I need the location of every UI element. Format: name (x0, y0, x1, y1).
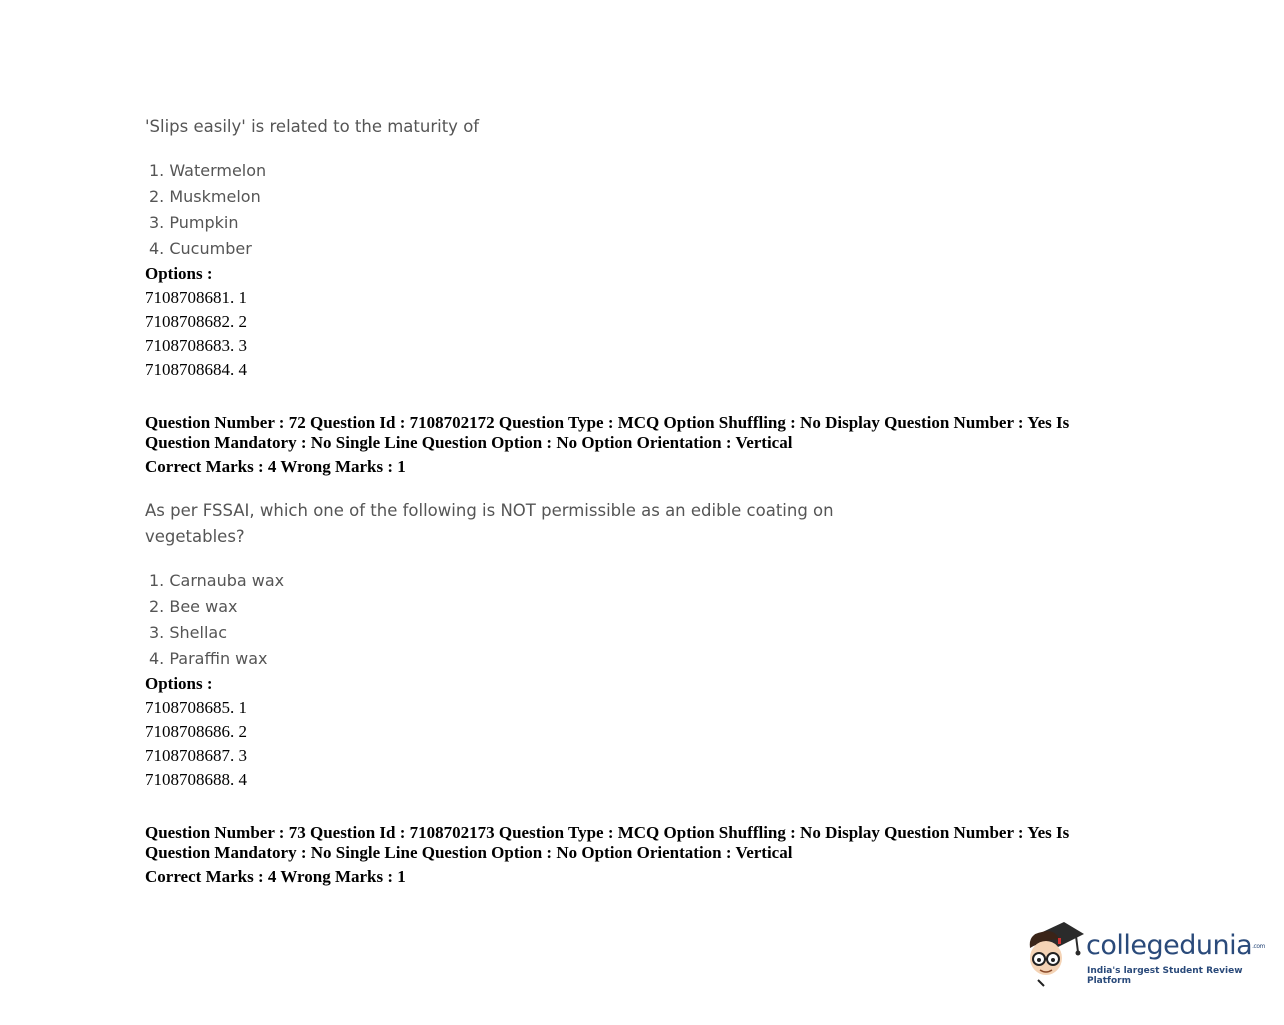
option-id-row: 7108708685. 1 (145, 698, 247, 717)
question-text-72 (145, 498, 834, 550)
list-item: 2. Muskmelon (149, 187, 261, 206)
brand-text: collegedunia (1086, 930, 1253, 961)
option-id-row: 7108708682. 2 (145, 312, 247, 331)
list-item: 1. Carnauba wax (149, 571, 285, 590)
option-id-row: 7108708686. 2 (145, 722, 247, 741)
question-line: vegetables? (145, 527, 245, 546)
brand-tagline: India's largest Student Review Platform (1087, 966, 1243, 986)
option-id-row: 7108708688. 4 (145, 770, 247, 789)
options-label-71: Options : (145, 264, 213, 283)
list-item: 3. Pumpkin (149, 213, 239, 232)
option-id-row: 7108708681. 1 (145, 288, 247, 307)
marks-73: Correct Marks : 4 Wrong Marks : 1 (145, 867, 406, 886)
marks-72: Correct Marks : 4 Wrong Marks : 1 (145, 457, 406, 476)
option-id-row: 7108708687. 3 (145, 746, 247, 765)
question-line: As per FSSAI, which one of the following is NOT permissible as an edible coating on (145, 501, 834, 520)
question-text-71: 'Slips easily' is related to the maturity of (145, 117, 480, 136)
brand-suffix: .com (1252, 943, 1265, 950)
meta-line: Question Number : 72 Question Id : 7108702172 Question Type : MCQ Option Shuffling : No Display Question Number : Yes Is (145, 413, 1070, 432)
collegedunia-logo (1024, 918, 1265, 990)
list-item: 2. Bee wax (149, 597, 238, 616)
list-item: 4. Paraffin wax (149, 649, 268, 668)
mascot-icon (1024, 918, 1086, 990)
option-id-row: 7108708684. 4 (145, 360, 247, 379)
options-label-72: Options : (145, 674, 213, 693)
question-meta-72 (145, 413, 1105, 453)
question-meta-73 (145, 823, 1105, 863)
meta-line: Question Number : 73 Question Id : 7108702173 Question Type : MCQ Option Shuffling : No Display Question Number : Yes Is (145, 823, 1070, 842)
option-id-row: 7108708683. 3 (145, 336, 247, 355)
answer-choices-71 (149, 158, 266, 262)
brand-name (1086, 930, 1265, 961)
list-item: 3. Shellac (149, 623, 227, 642)
meta-line: Question Mandatory : No Single Line Question Option : No Option Orientation : Vertical (145, 843, 793, 862)
answer-choices-72 (149, 568, 284, 672)
list-item: 1. Watermelon (149, 161, 267, 180)
meta-line: Question Mandatory : No Single Line Question Option : No Option Orientation : Vertical (145, 433, 793, 452)
list-item: 4. Cucumber (149, 239, 252, 258)
